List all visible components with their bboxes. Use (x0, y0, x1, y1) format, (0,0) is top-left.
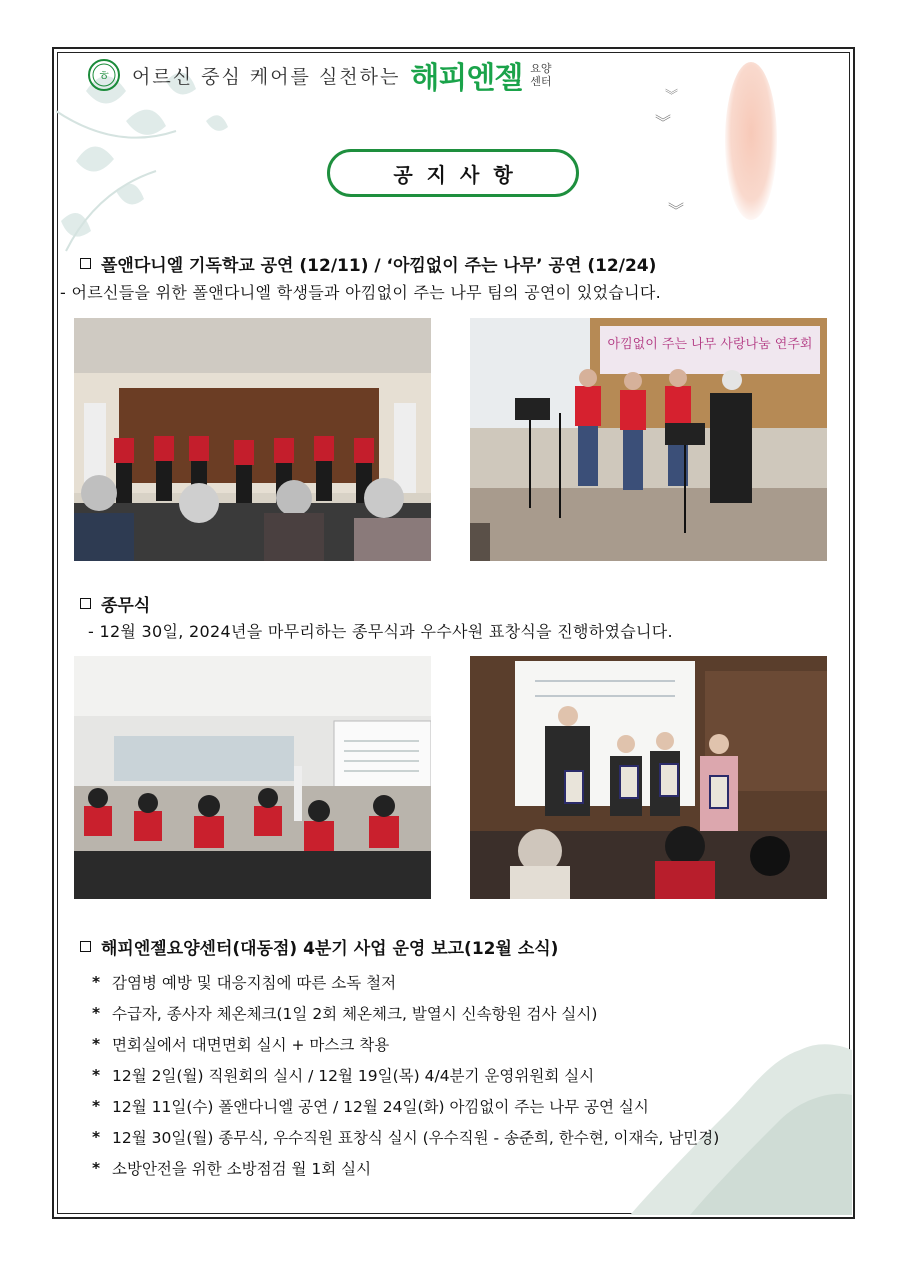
list-item: * 수급자, 종사자 체온체크(1일 2회 체온체크, 발열시 신속항원 검사 실시) (92, 1003, 598, 1023)
list-item: * 면회실에서 대면면회 실시 + 마스크 착용 (92, 1034, 390, 1054)
brand-name: 해피엔젤 (410, 61, 523, 96)
award-ceremony-photo (470, 656, 827, 899)
list-item: * 12월 2일(월) 직원회의 실시 / 12월 19일(목) 4/4분기 운영위원회 실시 (92, 1065, 595, 1085)
list-item: * 12월 11일(수) 폴앤다니엘 공연 / 12월 24일(화) 아낌없이 주는 나무 공연 실시 (92, 1096, 649, 1116)
header (88, 58, 556, 96)
dance-performance-photo (74, 318, 431, 561)
report-list (92, 966, 719, 1183)
brand-subtitle: 요양 센터 (530, 62, 552, 88)
page-title: 공지사항 (327, 149, 579, 197)
moon-decoration (725, 62, 777, 220)
checkbox-square-icon (80, 941, 91, 952)
section-description-ceremony: - 12월 30일, 2024년을 마무리하는 종무식과 우수사원 표창식을 진행하였습니다. (88, 622, 673, 641)
checkbox-square-icon (80, 598, 91, 609)
bird-icon: ︾ (668, 201, 685, 220)
list-item: * 소방안전을 위한 소방점검 월 1회 실시 (92, 1158, 372, 1178)
svg-text:ㅎ: ㅎ (97, 69, 111, 84)
section-heading-report: 해피엔젤요양센터(대동점) 4분기 사업 운영 보고(12월 소식) (80, 934, 558, 959)
section-heading-ceremony: 종무식 (80, 591, 150, 616)
saxophone-concert-photo (470, 318, 827, 561)
year-end-ceremony-photo (74, 656, 431, 899)
happy-angel-logo-icon (88, 59, 120, 91)
bird-icon: ︾ (665, 89, 679, 104)
checkbox-square-icon (80, 258, 91, 269)
section-heading-performance: 폴앤다니엘 기독학교 공연 (12/11) / ‘아낌없이 주는 나무’ 공연 (12/24) (80, 251, 656, 276)
leaves-decoration-icon (56, 51, 356, 351)
concert-banner-text: 아낌없이 주는 나무 사랑나눔 연주회 (607, 337, 813, 352)
list-item: * 감염병 예방 및 대응지침에 따른 소독 철저 (92, 972, 397, 992)
bird-icon: ︾ (655, 113, 672, 132)
list-item: * 12월 30일(월) 종무식, 우수직원 표창식 실시 (우수직원 - 송준희, 한수현, 이재숙, 남민경) (92, 1127, 720, 1147)
slogan: 어르신 중심 케어를 실천하는 (132, 65, 401, 88)
section-description-performance: - 어르신들을 위한 폴앤다니엘 학생들과 아낌없이 주는 나무 팀의 공연이 있었습니다. (60, 283, 662, 302)
